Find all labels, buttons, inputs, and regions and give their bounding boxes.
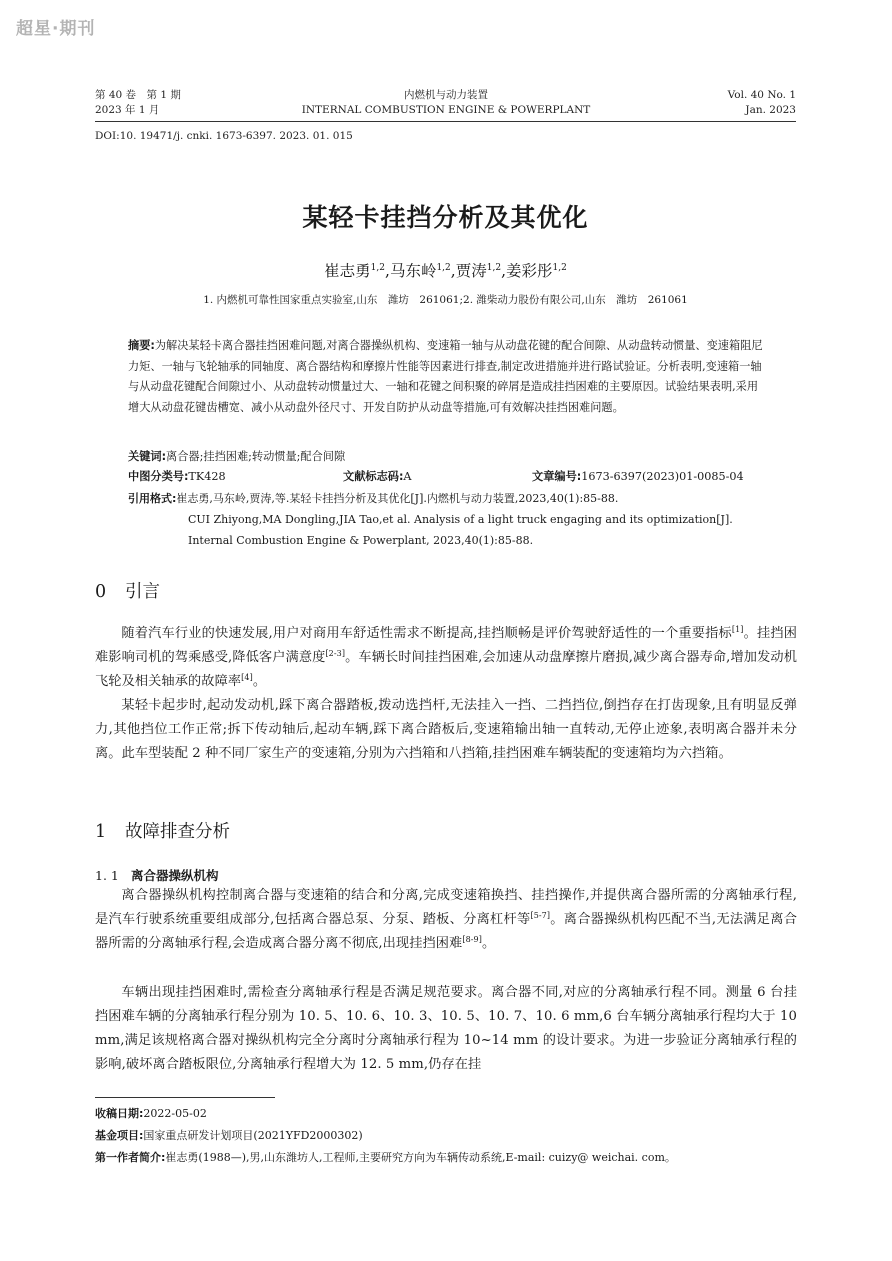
doc-code-label: 文献标志码: (343, 470, 404, 483)
header-volume-en (728, 88, 796, 118)
section-heading-fault-analysis (95, 818, 230, 843)
intro-paragraph-1 (95, 622, 797, 694)
article-number (532, 468, 744, 484)
section-title: 故障排查分析 (125, 822, 230, 842)
section-title: 引言 (125, 582, 160, 602)
clc-value: TK428 (188, 470, 226, 483)
section-number: 1 (95, 822, 107, 842)
reference-mark: [2-3] (325, 649, 346, 658)
clc-number (128, 468, 226, 484)
document-code (343, 468, 412, 484)
reference-mark: [4] (241, 673, 253, 682)
citation-label: 引用格式: (128, 492, 177, 505)
author-name: 崔志勇 (324, 262, 371, 280)
subsection-number: 1. 1 (95, 868, 119, 883)
footnote-author-bio (95, 1147, 805, 1169)
footnote-received (95, 1103, 805, 1125)
citation-en-line1: CUI Zhiyong,MA Dongling,JIA Tao,et al. Analysis of a light truck engaging and its optimization[J]. (188, 513, 733, 526)
fund-label: 基金项目: (95, 1129, 144, 1142)
reference-mark: [5-7] (530, 911, 551, 920)
author-bio-label: 第一作者简介: (95, 1151, 166, 1164)
clc-label: 中图分类号: (128, 470, 189, 483)
header-rule (95, 121, 796, 122)
keywords-text: 离合器;挂挡困难;转动惯量;配合间隙 (166, 450, 346, 463)
text-run: 。离合器操纵机构匹配不当,无法满足离合器所需的分离轴承行程,会造成离合器分离不彻底,出现挂挡困难 (95, 912, 797, 951)
subsection-paragraph-1 (95, 884, 797, 956)
section-number: 0 (95, 582, 107, 602)
text-run: 。车辆长时间挂挡困难,会加速从动盘摩擦片磨损,减少离合器寿命,增加发动机飞轮及相关轴承的故障率 (95, 650, 797, 689)
received-date: 2022-05-02 (143, 1107, 207, 1120)
subsection-title: 离合器操纵机构 (131, 868, 219, 883)
abstract (128, 336, 766, 418)
keywords (128, 447, 766, 468)
article-no-value: 1673-6397(2023)01-0085-04 (581, 470, 744, 483)
keywords-label: 关键词: (128, 450, 167, 463)
abstract-text: 为解决某轻卡离合器挂挡困难问题,对离合器操纵机构、变速箱一轴与从动盘花键的配合间隙、从动盘转动惯量、变速箱阻尼力矩、一轴与飞轮轴承的同轴度、离合器结构和摩擦片性能等因素进行排查,制定改进措施并进行路试验证。分析表明,变速箱一轴与从动盘花键配合间隙过小、从动盘转动惯量过大、一轴和花键之间积聚的碎屑是造成挂挡困难的主要原因。试验结果表明,采用增大从动盘花键齿槽宽、减小从动盘外径尺寸、开发自防护从动盘等措施,可有效解决挂挡困难问题。 (128, 339, 763, 414)
header-volume-issue: 第 40 卷 第 1 期 (95, 89, 181, 101)
author-affil-sup: 1,2 (370, 262, 385, 273)
text-run: 。挂挡困难影响司机的驾乘感受,降低客户满意度 (95, 626, 797, 665)
footnote-rule (95, 1097, 275, 1098)
author-affil-sup: 1,2 (436, 262, 451, 273)
author-affil-sup: 1,2 (552, 262, 567, 273)
author-name: 贾涛 (455, 262, 487, 280)
header-date-cn: 2023 年 1 月 (95, 104, 160, 116)
author-list: 崔志勇$^{1,2}$,马东岭$^{1,2}$,贾涛$^{1,2}$,姜彩彤$^{1,2}$ (324, 262, 567, 280)
reference-mark: [8-9] (462, 935, 482, 944)
author-affil-sup: 1,2 (486, 262, 502, 273)
article-no-label: 文章编号: (532, 470, 582, 483)
abstract-label: 摘要: (128, 339, 155, 352)
text-run: 。 (252, 674, 267, 689)
author-name: 姜彩彤 (506, 262, 553, 280)
citation-cn: 崔志勇,马东岭,贾涛,等.某轻卡挂挡分析及其优化[J].内燃机与动力装置,2023,40(1):85-88. (176, 492, 619, 505)
doi: DOI:10. 19471/j. cnki. 1673-6397. 2023. 01. 015 (95, 130, 353, 142)
footnote-fund (95, 1125, 805, 1147)
header-journal-cn: 内燃机与动力装置 (404, 89, 488, 101)
paper-title: 某轻卡挂挡分析及其优化 (302, 203, 589, 232)
watermark-logo: 超星·期刊 (16, 19, 96, 39)
intro-paragraph-2: 某轻卡起步时,起动发动机,踩下离合器踏板,拨动选挡杆,无法挂入一挡、二挡挡位,倒挡存在打齿现象,且有明显反弹力,其他挡位工作正常;拆下传动轴后,起动车辆,踩下离合踏板后,变速箱输出轴一直转动,无停止迹象,表明离合器并未分离。此车型装配 2 种不同厂家生产的变速箱,分别为六挡箱和八挡箱,挂挡困难车辆装配的变速箱均为六挡箱。 (95, 698, 797, 761)
doc-code-value: A (403, 470, 412, 483)
section-heading-introduction (95, 578, 160, 603)
subsection-paragraph-2: 车辆出现挂挡困难时,需检查分离轴承行程是否满足规范要求。离合器不同,对应的分离轴承行程不同。测量 6 台挂挡困难车辆的分离轴承行程分别为 10. 5、10. 6、10. 3、10. 5、10. 7、10. 6 mm,6 台车辆分离轴承行程均大于 10 mm,满足该规格离合器对操纵机构完全分离时分离轴承行程为 10~14 mm 的设计要求。为进一步验证分离轴承行程的影响,破坏离合踏板限位,分离轴承行程增大为 12. 5 mm,仍存在挂 (95, 985, 797, 1072)
text-run: 。 (481, 936, 496, 951)
header-vol-no: Vol. 40 No. 1 (727, 89, 796, 101)
header-journal-en: INTERNAL COMBUSTION ENGINE & POWERPLANT (301, 104, 591, 116)
subsection-heading-clutch-mechanism (95, 866, 219, 884)
received-label: 收稿日期: (95, 1107, 144, 1120)
author-name: 马东岭 (389, 262, 437, 280)
affiliation: 1. 内燃机可靠性国家重点实验室,山东 潍坊 261061;2. 潍柴动力股份有限公司,山东 潍坊 261061 (203, 294, 688, 306)
text-run: 随着汽车行业的快速发展,用户对商用车舒适性需求不断提高,挂挡顺畅是评价驾驶舒适性的一个重要指标 (121, 626, 732, 641)
citation-en-line2: Internal Combustion Engine & Powerplant, 2023,40(1):85-88. (188, 534, 534, 547)
reference-mark: [1] (731, 625, 744, 634)
fund-text: 国家重点研发计划项目(2021YFD2000302) (143, 1129, 363, 1142)
text-run: 离合器操纵机构控制离合器与变速箱的结合和分离,完成变速箱换挡、挂挡操作,并提供离合器所需的分离轴承行程,是汽车行驶系统重要组成部分,包括离合器总泵、分泵、踏板、分离杠杆等 (95, 888, 797, 927)
header-journal-name (246, 88, 646, 118)
header-volume-info (95, 88, 181, 118)
citation-format (128, 488, 768, 551)
classification-row (128, 468, 766, 488)
header-date-en: Jan. 2023 (745, 104, 796, 116)
author-bio-text: 崔志勇(1988—),男,山东潍坊人,工程师,主要研究方向为车辆传动系统,E-mail: cuizy@ weichai. com。 (165, 1151, 676, 1164)
